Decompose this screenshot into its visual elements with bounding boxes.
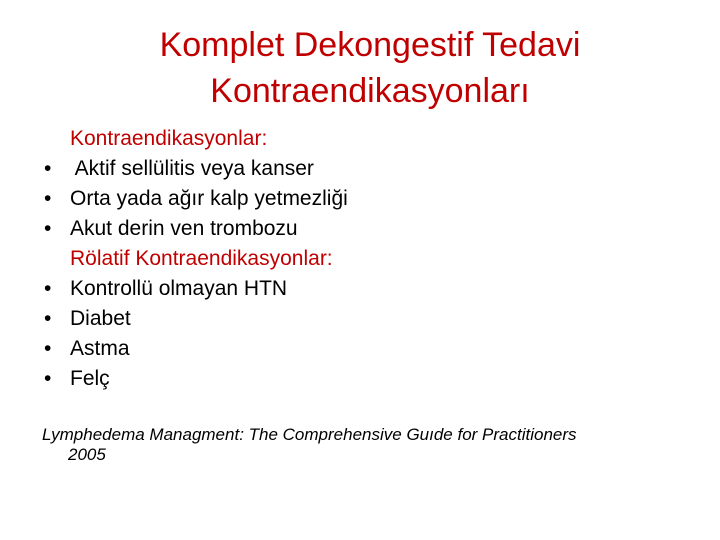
list-item-text: Diabet bbox=[70, 307, 131, 330]
reference-citation bbox=[42, 425, 692, 465]
bullet-icon: • bbox=[44, 277, 52, 300]
list-item-text: Orta yada ağır kalp yetmezliği bbox=[70, 187, 348, 210]
bullet-icon: • bbox=[44, 307, 52, 330]
list-item bbox=[44, 274, 684, 304]
absolute-contraindications-heading bbox=[44, 124, 684, 154]
slide-title bbox=[40, 22, 700, 114]
list-item bbox=[44, 184, 684, 214]
reference-text: Lymphedema Managment: The Comprehensive Guıde for Practitioners bbox=[42, 425, 577, 444]
list-item-text: Felç bbox=[70, 367, 110, 390]
list-item-text: Kontrollü olmayan HTN bbox=[70, 277, 288, 300]
list-item bbox=[44, 154, 684, 184]
relative-contraindications-heading bbox=[44, 244, 684, 274]
heading-text: Kontraendikasyonlar: bbox=[70, 127, 268, 150]
list-item bbox=[44, 304, 684, 334]
reference-year: 2005 bbox=[68, 445, 106, 464]
list-item-text: Astma bbox=[70, 337, 130, 360]
list-item bbox=[44, 364, 684, 394]
title-line-1: Komplet Dekongestif Tedavi bbox=[159, 26, 581, 64]
bullet-icon: • bbox=[44, 157, 52, 180]
list-item bbox=[44, 334, 684, 364]
content-list bbox=[44, 124, 684, 394]
title-line-2: Kontraendikasyonları bbox=[210, 72, 530, 110]
list-item bbox=[44, 214, 684, 244]
bullet-icon: • bbox=[44, 217, 52, 240]
bullet-icon: • bbox=[44, 187, 52, 210]
list-item-text: Akut derin ven trombozu bbox=[70, 217, 298, 240]
heading-text: Rölatif Kontraendikasyonlar: bbox=[70, 247, 333, 270]
bullet-icon: • bbox=[44, 367, 52, 390]
bullet-icon: • bbox=[44, 337, 52, 360]
list-item-text: Aktif sellülitis veya kanser bbox=[70, 157, 314, 180]
